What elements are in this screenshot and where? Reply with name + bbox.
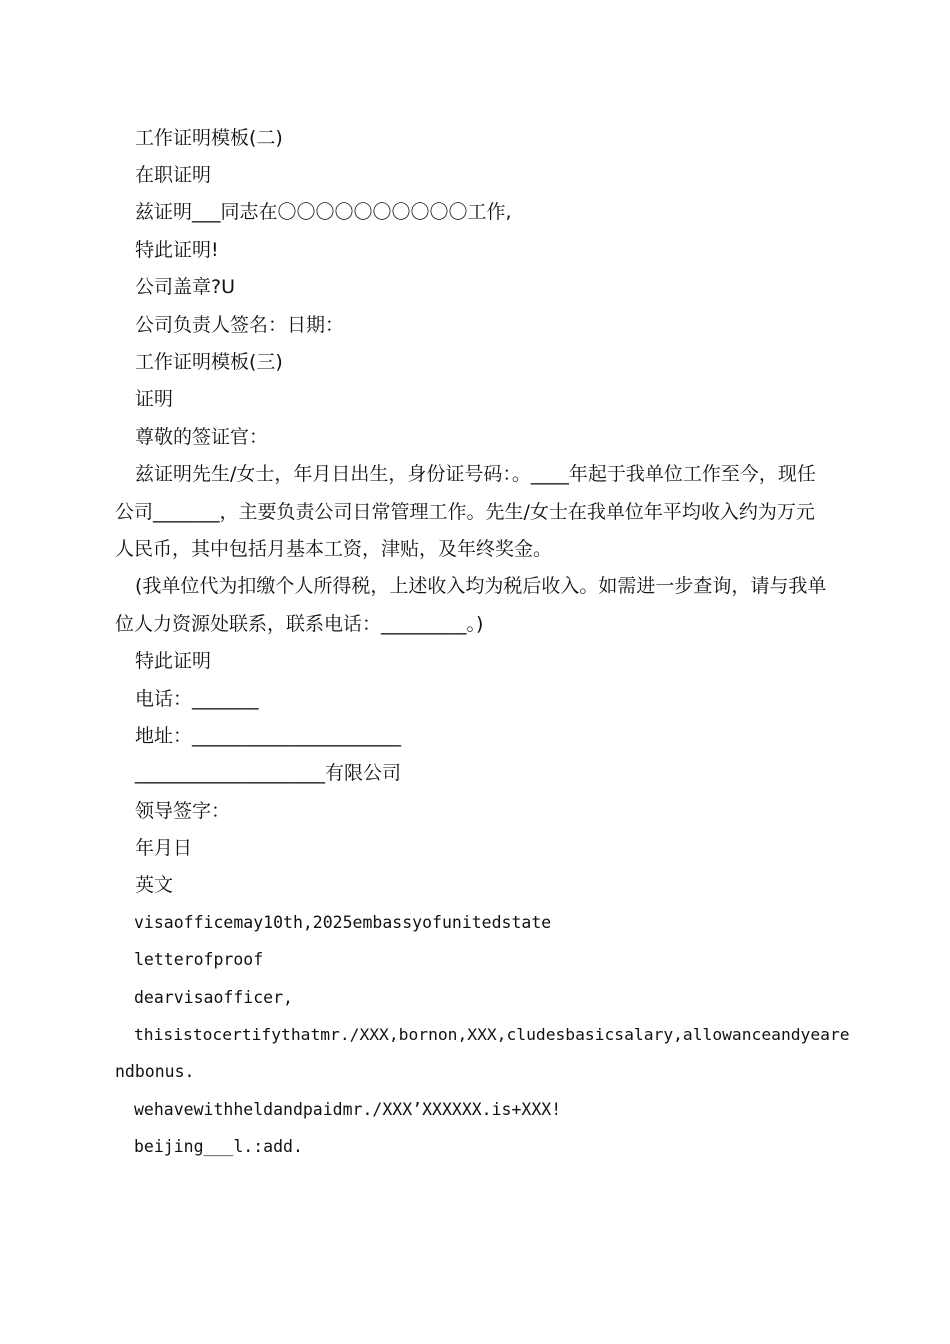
heading-english: 英文 [135,874,174,896]
english-withheld-line: wehavewithheldandpaidmr./XXX’XXXXXX.is+XXX! [134,1100,562,1119]
signature-date-line: 公司负责人签名：日期： [135,314,345,336]
heading-certificate: 证明 [135,388,174,410]
heading-template-2: 工作证明模板(二) [135,127,283,149]
address-line: 地址：______________________ [135,725,402,747]
company-seal-line: 公司盖章?U [135,276,235,298]
company-name-line: ____________________有限公司 [135,762,402,784]
english-title: letterofproof [134,950,264,969]
closing-hereby-certify: 特此证明! [135,239,219,261]
paragraph-body-line-3: 人民币，其中包括月基本工资，津贴，及年终奖金。 [115,538,553,560]
paragraph-tax-line-1: (我单位代为扣缴个人所得税，上述收入均为税后收入。如需进一步查询，请与我单 [135,575,827,597]
english-body-line-2: ndbonus. [115,1062,195,1081]
salutation-visa-officer: 尊敬的签证官： [135,426,269,448]
english-address-line: beijing___l.:add. [134,1137,303,1156]
paragraph-certify-comrade: 兹证明___同志在〇〇〇〇〇〇〇〇〇〇工作, [135,201,512,223]
date-line: 年月日 [135,837,193,859]
english-body-line-1: thisistocertifythatmr./XXX,bornon,XXX,cludesbasicsalary,allowanceandyeare [134,1025,850,1044]
heading-template-3: 工作证明模板(三) [135,351,283,373]
paragraph-body-line-1: 兹证明先生/女士，年月日出生，身份证号码：。____年起于我单位工作至今，现任 [135,463,816,485]
closing-hereby-certify-2: 特此证明 [135,650,212,672]
heading-employment-certificate: 在职证明 [135,164,212,186]
phone-line: 电话：_______ [135,688,259,710]
paragraph-tax-line-2: 位人力资源处联系，联系电话：_________。) [115,613,484,635]
leader-signature-line: 领导签字： [135,800,231,822]
paragraph-body-line-2: 公司_______，主要负责公司日常管理工作。先生/女士在我单位年平均收入约为万元 [115,501,815,523]
english-header-line: visaofficemay10th,2025embassyofunitedstate [134,913,552,932]
english-salutation: dearvisaofficer, [134,988,293,1007]
